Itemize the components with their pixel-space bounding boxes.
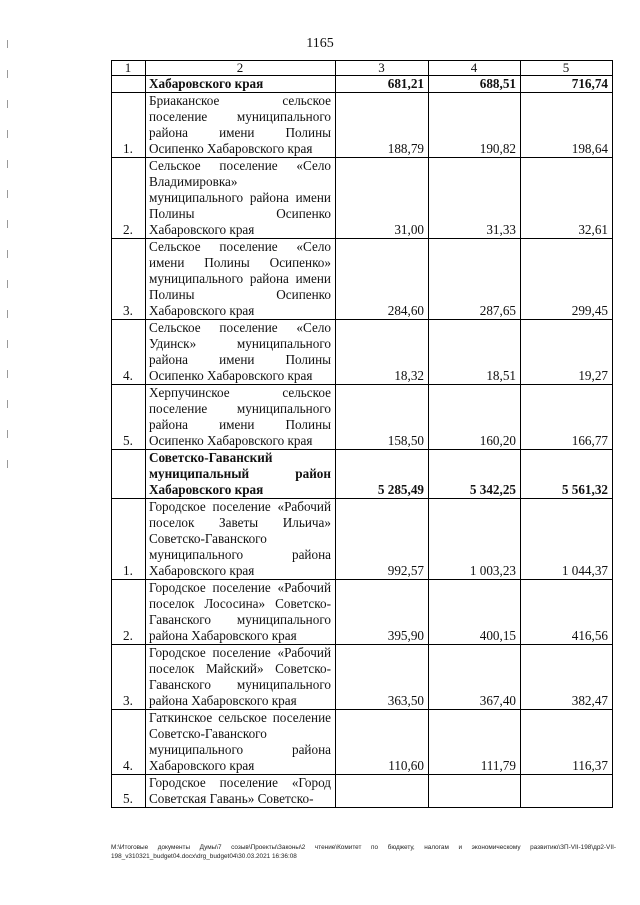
value-col5: 299,45 xyxy=(521,239,613,320)
row-index: 1. xyxy=(112,93,146,158)
header-cell: 2 xyxy=(146,61,336,76)
table-row xyxy=(112,158,613,239)
value-col3: 5 285,49 xyxy=(336,450,429,499)
header-cell: 4 xyxy=(429,61,521,76)
row-index xyxy=(112,76,146,93)
table-row xyxy=(112,499,613,580)
table-row xyxy=(112,320,613,385)
value-col4: 111,79 xyxy=(429,710,521,775)
header-cell: 1 xyxy=(112,61,146,76)
table-header-row xyxy=(112,61,613,76)
value-col5: 5 561,32 xyxy=(521,450,613,499)
value-col5 xyxy=(521,775,613,808)
value-col3: 681,21 xyxy=(336,76,429,93)
row-name: Гаткинское сельское поселение Советско-Гаванского муниципального района Хабаровского края xyxy=(146,710,336,775)
value-col5: 19,27 xyxy=(521,320,613,385)
row-name: Городское поселение «Рабочий поселок Майский» Советско-Гаванского муниципального района Хабаровского края xyxy=(146,645,336,710)
value-col5: 198,64 xyxy=(521,93,613,158)
row-index: 3. xyxy=(112,645,146,710)
value-col5: 1 044,37 xyxy=(521,499,613,580)
row-name: Хабаровского края xyxy=(146,76,336,93)
value-col3: 284,60 xyxy=(336,239,429,320)
row-name: Городское поселение «Город Советская Гавань» Советско- xyxy=(146,775,336,808)
value-col3: 363,50 xyxy=(336,645,429,710)
row-index: 3. xyxy=(112,239,146,320)
row-name: Городское поселение «Рабочий поселок Заветы Ильича» Советско-Гаванского муниципального района Хабаровского края xyxy=(146,499,336,580)
value-col5: 166,77 xyxy=(521,385,613,450)
value-col4 xyxy=(429,775,521,808)
row-name: Херпучинское сельское поселение муниципального района имени Полины Осипенко Хабаровского края xyxy=(146,385,336,450)
row-name: Сельское поселение «Село имени Полины Осипенко» муниципального района имени Полины Осипенко Хабаровского края xyxy=(146,239,336,320)
value-col4: 367,40 xyxy=(429,645,521,710)
value-col4: 287,65 xyxy=(429,239,521,320)
margin-marks xyxy=(6,40,10,560)
row-index: 2. xyxy=(112,580,146,645)
value-col4: 160,20 xyxy=(429,385,521,450)
header-cell: 5 xyxy=(521,61,613,76)
row-index xyxy=(112,450,146,499)
value-col4: 31,33 xyxy=(429,158,521,239)
row-name: Городское поселение «Рабочий поселок Лососина» Советско-Гаванского муниципального района Хабаровского края xyxy=(146,580,336,645)
header-cell: 3 xyxy=(336,61,429,76)
row-index: 1. xyxy=(112,499,146,580)
budget-table xyxy=(111,60,613,808)
value-col4: 1 003,23 xyxy=(429,499,521,580)
value-col5: 416,56 xyxy=(521,580,613,645)
value-col4: 190,82 xyxy=(429,93,521,158)
table-row xyxy=(112,93,613,158)
value-col5: 32,61 xyxy=(521,158,613,239)
row-index: 4. xyxy=(112,320,146,385)
row-index: 2. xyxy=(112,158,146,239)
row-index: 5. xyxy=(112,385,146,450)
row-name: Сельское поселение «Село Владимировка» муниципального района имени Полины Осипенко Хабаровского края xyxy=(146,158,336,239)
row-index: 5. xyxy=(112,775,146,808)
table-row xyxy=(112,645,613,710)
value-col3: 188,79 xyxy=(336,93,429,158)
page-number: 1165 xyxy=(306,36,334,51)
value-col4: 18,51 xyxy=(429,320,521,385)
table-row xyxy=(112,385,613,450)
value-col5: 116,37 xyxy=(521,710,613,775)
value-col4: 5 342,25 xyxy=(429,450,521,499)
value-col3 xyxy=(336,775,429,808)
value-col3: 992,57 xyxy=(336,499,429,580)
value-col3: 110,60 xyxy=(336,710,429,775)
table-row xyxy=(112,580,613,645)
row-name: Бриаканское сельское поселение муниципального района имени Полины Осипенко Хабаровского края xyxy=(146,93,336,158)
value-col3: 31,00 xyxy=(336,158,429,239)
value-col3: 158,50 xyxy=(336,385,429,450)
value-col3: 395,90 xyxy=(336,580,429,645)
value-col4: 400,15 xyxy=(429,580,521,645)
row-index: 4. xyxy=(112,710,146,775)
row-name: Сельское поселение «Село Удинск» муниципального района имени Полины Осипенко Хабаровского края xyxy=(146,320,336,385)
row-name: Советско-Гаванский муниципальный район Хабаровского края xyxy=(146,450,336,499)
file-path-footer: M:\Итоговые документы Думы\7 созыв\Проекты\Законы\2 чтение\Комитет по бюджету, налогам и экономическому развитию\ЗП-VII-198\др2-VII-198_v310321_budget04.docx\drg_budget04\30.03.2021 16:36:08 xyxy=(111,844,616,860)
group-row xyxy=(112,76,613,93)
value-col4: 688,51 xyxy=(429,76,521,93)
table-row xyxy=(112,239,613,320)
value-col5: 382,47 xyxy=(521,645,613,710)
group-row xyxy=(112,450,613,499)
table-row xyxy=(112,710,613,775)
value-col3: 18,32 xyxy=(336,320,429,385)
table-row xyxy=(112,775,613,808)
value-col5: 716,74 xyxy=(521,76,613,93)
